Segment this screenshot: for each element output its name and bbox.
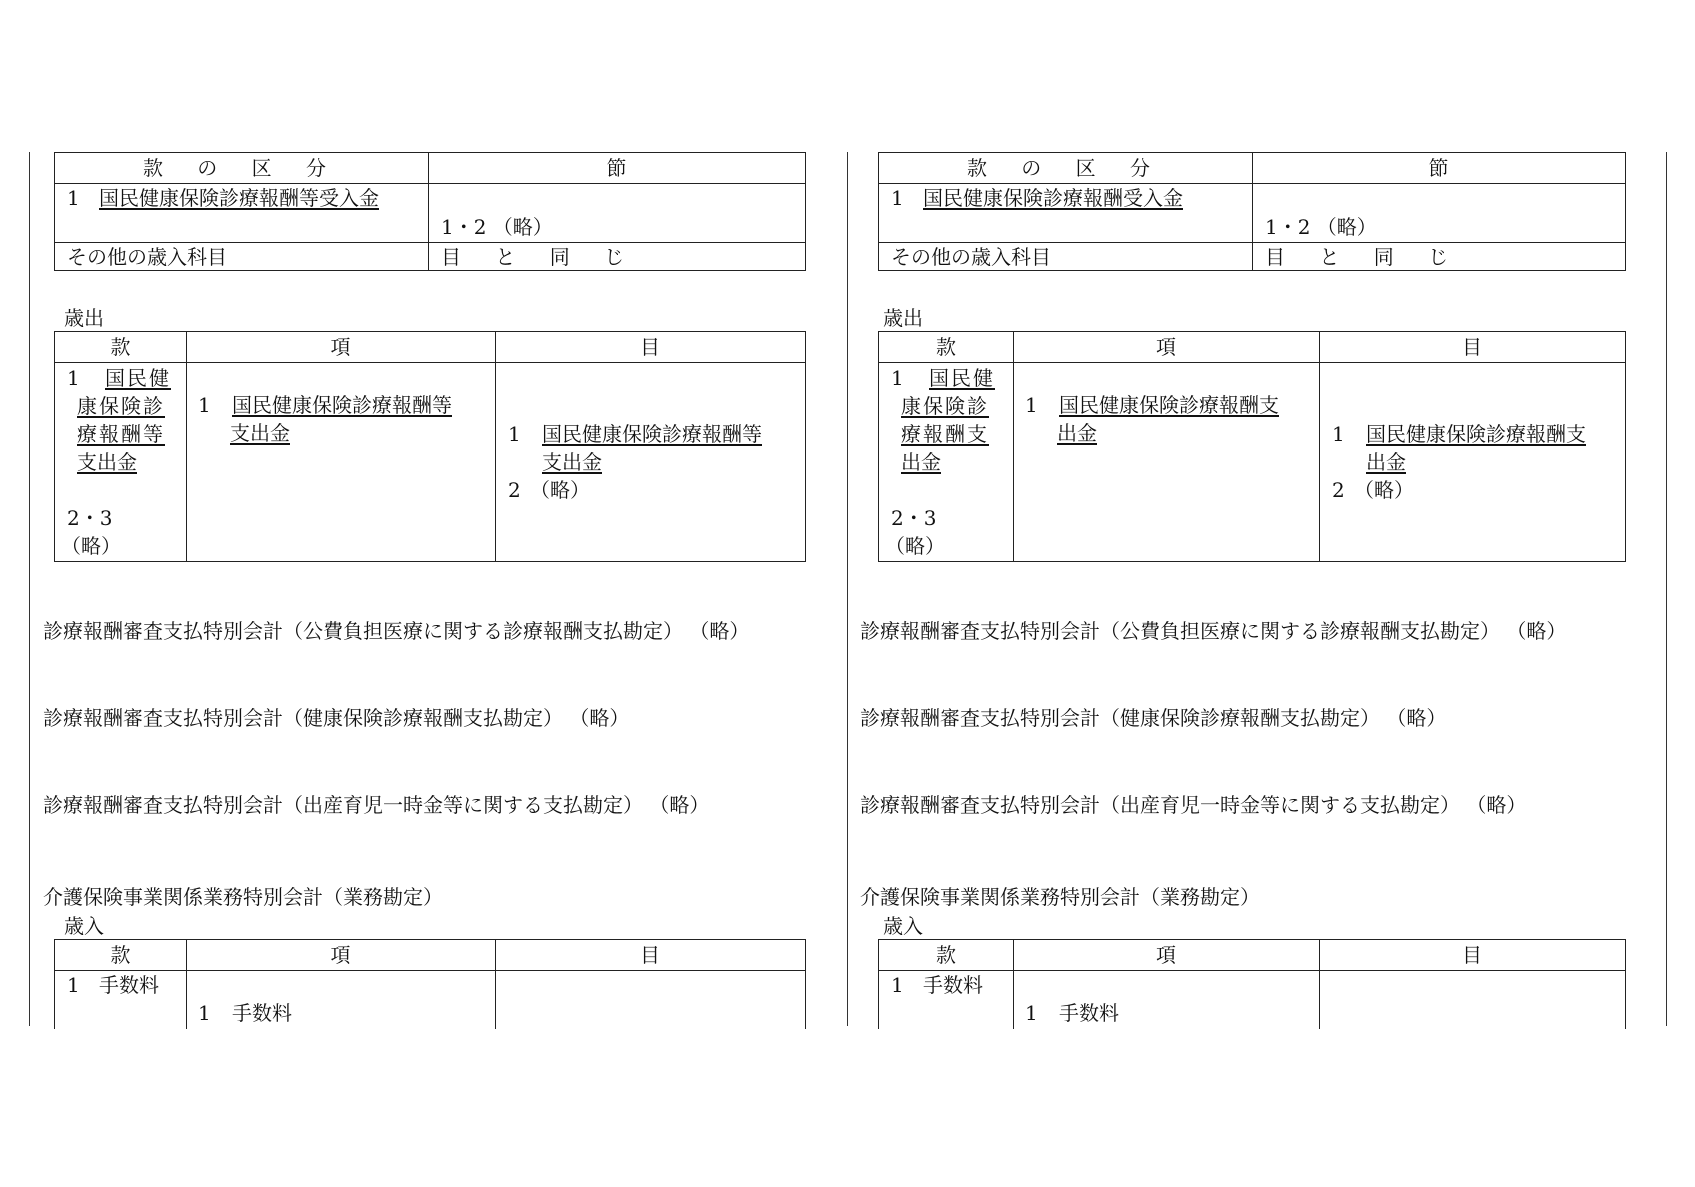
kan-fee: 手数料 [923, 973, 983, 997]
header-kan: 款 [110, 335, 131, 359]
header-moku: 目 [640, 335, 660, 359]
kan-other-omitted: （略） [61, 534, 121, 558]
kan-number: 1 [891, 973, 904, 997]
special-account-childbirth: 診療報酬審査支払特別会計（出産育児一時金等に関する支払勘定） （略） [860, 793, 1527, 817]
header-kou: 項 [330, 943, 351, 967]
header-kan: 款 [110, 943, 131, 967]
kou-number: 1 [198, 1001, 211, 1025]
special-account-nursing-care: 介護保険事業関係業務特別会計（業務勘定） [43, 885, 443, 909]
moku-line-2: 支出金 [542, 450, 602, 474]
moku-line-1: 国民健康保険診療報酬支 [1366, 422, 1586, 446]
moku-number: 1 [508, 422, 521, 446]
kan-number: 1 [67, 366, 80, 390]
kan-number: 1 [67, 973, 80, 997]
revenue-table [54, 939, 806, 1029]
special-account-childbirth: 診療報酬審査支払特別会計（出産育児一時金等に関する支払勘定） （略） [43, 793, 710, 817]
row2-setsu: 目 と 同 じ [441, 245, 639, 269]
kan-line-4: 支出金 [77, 450, 137, 474]
header-setsu: 節 [606, 156, 627, 180]
row1-setsu: 1・2 （略） [1265, 215, 1377, 239]
special-account-health-insurance: 診療報酬審査支払特別会計（健康保険診療報酬支払勘定） （略） [43, 706, 630, 730]
special-account-public-expense: 診療報酬審査支払特別会計（公費負担医療に関する診療報酬支払勘定） （略） [860, 619, 1567, 643]
kan-line-3: 療報酬等 [77, 422, 165, 446]
moku2-omitted: （略） [530, 478, 590, 502]
header-moku: 目 [1462, 943, 1482, 967]
revenue-label: 歳入 [64, 914, 104, 938]
row1-setsu: 1・2 （略） [441, 215, 553, 239]
expenditure-table [878, 331, 1626, 562]
revenue-classification-table [54, 152, 806, 271]
expenditure-label: 歳出 [64, 306, 104, 330]
kan-line-3: 療報酬支 [901, 422, 989, 446]
center-divider-rule [847, 152, 848, 1026]
revenue-classification-table [878, 152, 1626, 271]
kou-fee: 手数料 [1059, 1001, 1119, 1025]
moku2-omitted: （略） [1354, 478, 1414, 502]
row2-setsu: 目 と 同 じ [1265, 245, 1463, 269]
kan-line-1: 国民健 [929, 366, 995, 390]
kan-line-4: 出金 [901, 450, 941, 474]
kou-line-1: 国民健康保険診療報酬支 [1059, 393, 1279, 417]
header-kan-no-kubun: 款 の 区 分 [966, 156, 1165, 180]
moku2-number: 2 [1332, 478, 1345, 502]
row1-number: 1 [67, 186, 80, 210]
header-kan-no-kubun: 款 の 区 分 [142, 156, 341, 180]
expenditure-table [54, 331, 806, 562]
kou-number: 1 [198, 393, 211, 417]
kou-line-1: 国民健康保険診療報酬等 [232, 393, 452, 417]
kan-line-1: 国民健 [105, 366, 171, 390]
kou-number: 1 [1025, 1001, 1038, 1025]
revenue-table [878, 939, 1626, 1029]
header-moku: 目 [1462, 335, 1482, 359]
kan-line-2: 康保険診 [901, 394, 989, 418]
right-margin-rule [1666, 152, 1667, 1026]
expenditure-label: 歳出 [883, 306, 923, 330]
kou-line-2: 出金 [1057, 421, 1097, 445]
row2-item: その他の歳入科目 [891, 245, 1051, 269]
special-account-public-expense: 診療報酬審査支払特別会計（公費負担医療に関する診療報酬支払勘定） （略） [43, 619, 750, 643]
moku-line-1: 国民健康保険診療報酬等 [542, 422, 762, 446]
kan-fee: 手数料 [99, 973, 159, 997]
row1-item: 国民健康保険診療報酬受入金 [923, 186, 1183, 210]
header-kou: 項 [330, 335, 351, 359]
moku-number: 1 [1332, 422, 1345, 446]
header-moku: 目 [640, 943, 660, 967]
kan-number: 1 [891, 366, 904, 390]
kan-other-omitted: （略） [885, 534, 945, 558]
row2-item: その他の歳入科目 [67, 245, 227, 269]
special-account-nursing-care: 介護保険事業関係業務特別会計（業務勘定） [860, 885, 1260, 909]
header-setsu: 節 [1428, 156, 1449, 180]
revenue-label: 歳入 [883, 914, 923, 938]
moku2-number: 2 [508, 478, 521, 502]
kan-other-number: 2・3 [891, 506, 937, 530]
header-kou: 項 [1156, 335, 1176, 359]
row1-number: 1 [891, 186, 904, 210]
special-account-health-insurance: 診療報酬審査支払特別会計（健康保険診療報酬支払勘定） （略） [860, 706, 1447, 730]
header-kan: 款 [936, 335, 956, 359]
header-kan: 款 [936, 943, 956, 967]
header-kou: 項 [1156, 943, 1176, 967]
kou-line-2: 支出金 [230, 421, 290, 445]
kou-fee: 手数料 [232, 1001, 292, 1025]
kan-line-2: 康保険診 [77, 394, 165, 418]
kou-number: 1 [1025, 393, 1038, 417]
left-margin-rule [29, 152, 30, 1026]
row1-item: 国民健康保険診療報酬等受入金 [99, 186, 379, 210]
moku-line-2: 出金 [1366, 450, 1406, 474]
kan-other-number: 2・3 [67, 506, 113, 530]
